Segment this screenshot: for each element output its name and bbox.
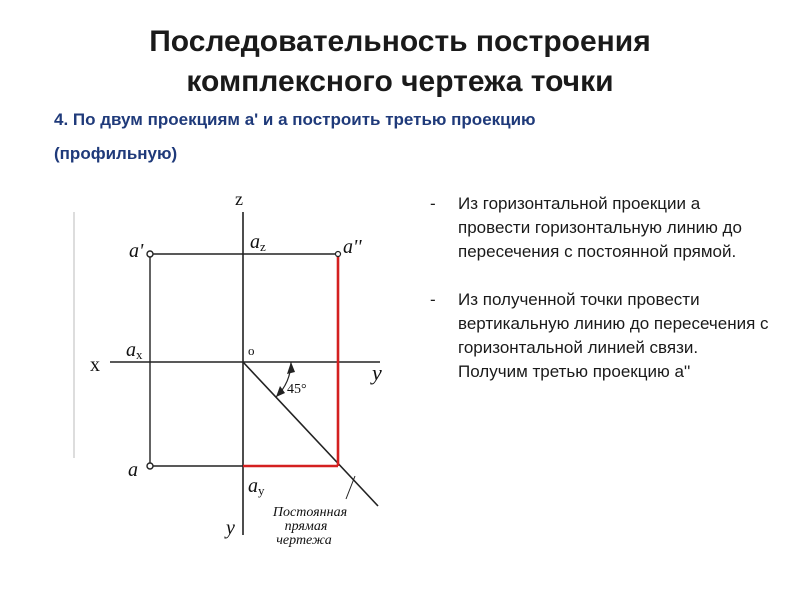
subtitle-line-1: 4. По двум проекциям а' и а построить третью проекцию	[54, 110, 536, 129]
y-axis-bottom-label: y	[226, 517, 235, 539]
a-y-label: ay	[248, 475, 265, 498]
z-axis-label: z	[235, 189, 243, 209]
point-a	[147, 463, 153, 469]
a-x-label: ax	[126, 339, 143, 362]
title-line-2: комплексного чертежа точки	[186, 65, 614, 98]
instruction-text-2: Из полученной точки провести вертикальную линию до пересечения с горизонтальной линией связи. Получим третью проекцию а''	[458, 290, 769, 381]
a-z-label: az	[250, 231, 266, 254]
caption-leader	[346, 476, 355, 499]
origin-label: o	[248, 343, 255, 358]
y-axis-right-label: y	[372, 360, 382, 385]
instruction-item	[430, 288, 770, 384]
bullet-dash: -	[430, 194, 436, 213]
point-a-double-prime	[336, 252, 341, 257]
bullet-dash: -	[430, 290, 436, 309]
angle-label: 45°	[287, 382, 307, 397]
instruction-item	[430, 192, 770, 264]
instruction-list	[430, 192, 770, 408]
title-line-1: Последовательность построения	[149, 25, 651, 58]
angle-arrow-top	[287, 362, 295, 374]
point-a-prime	[147, 251, 153, 257]
caption-line-1: Постоянная	[272, 505, 348, 520]
a-double-prime-label: a''	[343, 236, 362, 258]
x-axis-label: x	[90, 354, 100, 376]
caption-line-3: чертежа	[276, 533, 332, 548]
caption-line-2: прямая	[284, 519, 328, 534]
constant-line-caption	[272, 505, 347, 548]
subtitle-line-2: (профильную)	[54, 144, 178, 163]
instruction-text-1: Из горизонтальной проекции а провести горизонтальную линию до пересечения с постоянной прямой.	[458, 194, 742, 261]
a-label: a	[128, 459, 138, 481]
a-prime-label: a'	[129, 240, 144, 262]
